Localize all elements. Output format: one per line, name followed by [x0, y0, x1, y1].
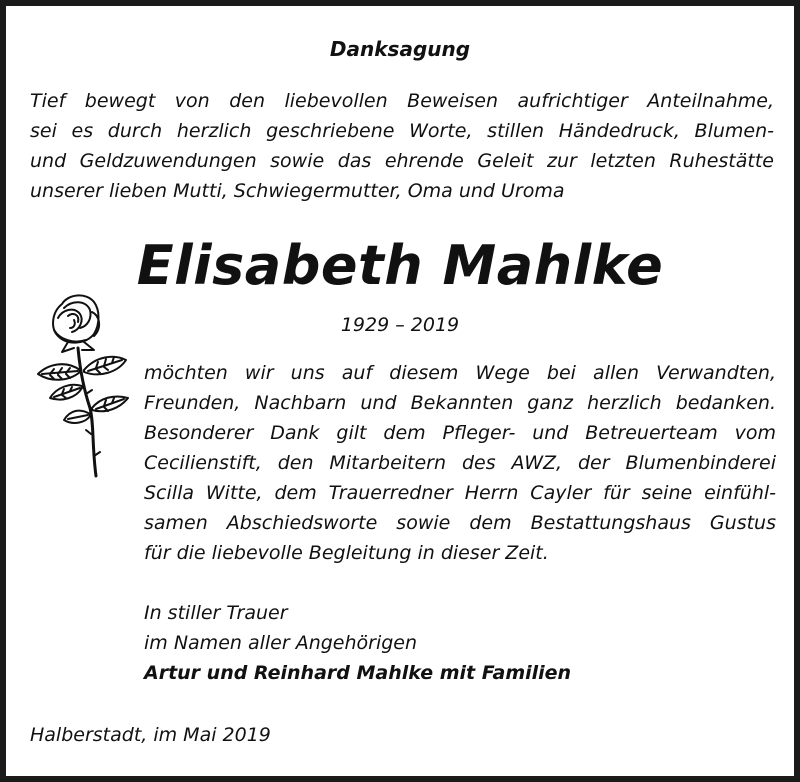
intro-line: unserer lieben Mutti, Schwiegermutter, Oma und Uroma — [30, 180, 565, 202]
intro-line: sei es durch herzlich geschriebene Worte, stillen Händedruck, Blumen- — [30, 120, 774, 142]
intro-line: und Geldzuwendungen sowie das ehrende Geleit zur letzten Ruhestätte — [30, 150, 774, 172]
closing-line: im Namen aller Angehörigen — [144, 632, 418, 654]
place-date: Halberstadt, im Mai 2019 — [30, 724, 271, 746]
thanks-paragraph — [144, 358, 776, 568]
deceased-name: Elisabeth Mahlke — [136, 234, 664, 297]
body-line: Freunden, Nachbarn und Bekannten ganz herzlich bedanken. — [144, 392, 776, 414]
closing-line: In stiller Trauer — [144, 602, 288, 624]
notice-heading: Danksagung — [329, 37, 471, 61]
rose-icon — [34, 290, 134, 484]
body-line: für die liebevolle Begleitung in dieser Zeit. — [144, 542, 549, 564]
intro-paragraph — [30, 86, 774, 206]
life-years: 1929 – 2019 — [340, 314, 460, 336]
body-line: Scilla Witte, dem Trauerredner Herrn Cayler für seine einfühl- — [144, 482, 776, 504]
body-line: Besonderer Dank gilt dem Pfleger- und Betreuerteam vom — [144, 422, 776, 444]
intro-line: Tief bewegt von den liebevollen Beweisen aufrichtiger Anteilnahme, — [30, 90, 774, 112]
body-line: samen Abschiedsworte sowie dem Bestattungshaus Gustus — [144, 512, 776, 534]
family-signature: Artur und Reinhard Mahlke mit Familien — [144, 662, 572, 684]
closing-block — [144, 598, 571, 688]
body-line: möchten wir uns auf diesem Wege bei allen Verwandten, — [144, 362, 776, 384]
body-line: Cecilienstift, den Mitarbeitern des AWZ, der Blumenbinderei — [144, 452, 776, 474]
